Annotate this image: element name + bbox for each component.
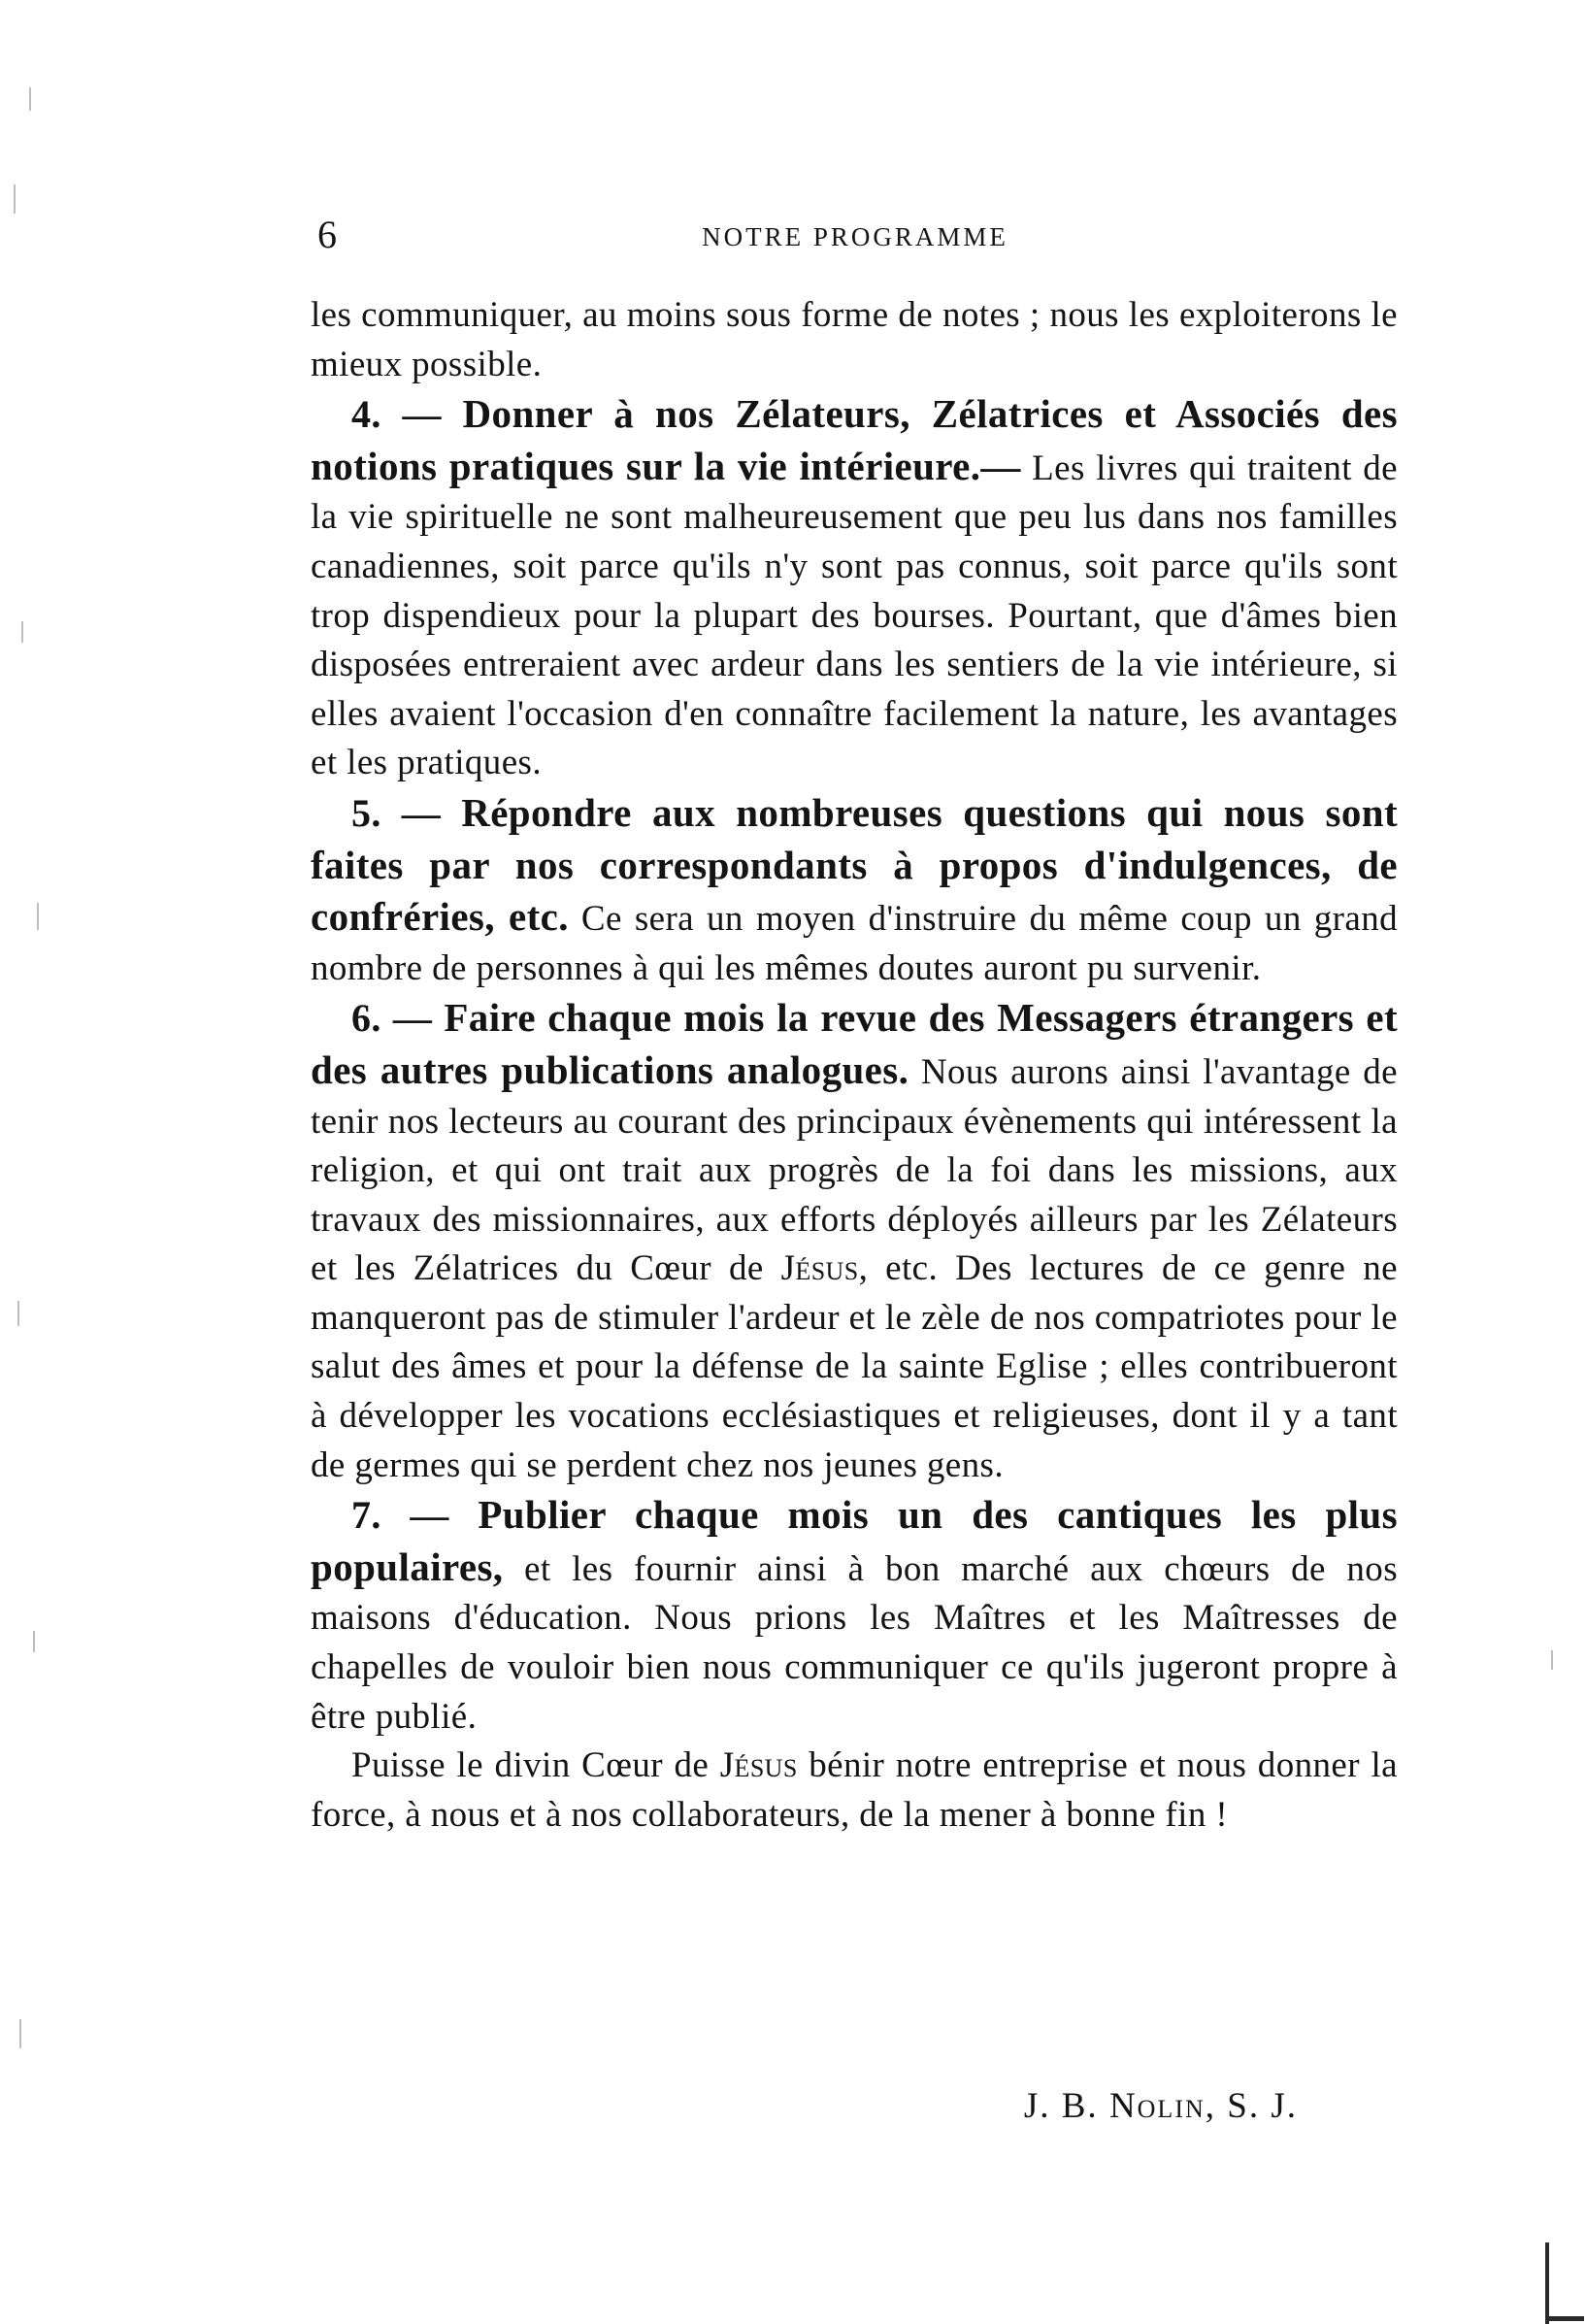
item-4-heading: Donner à nos Zélateurs, Zélatrices et Associés des notions pratiques sur la vie intérieure. (311, 391, 1398, 488)
scan-margin-mark (1551, 1650, 1553, 1670)
signature-suffix: , S. J. (1205, 2086, 1298, 2126)
page-number: 6 (317, 213, 337, 256)
item-7-heading: Publier chaque mois un des cantiques les plus populaires, (311, 1492, 1398, 1589)
item-6-dash: — (380, 996, 445, 1041)
item-6-number: 6. (351, 996, 381, 1041)
closing-paragraph (311, 1742, 1398, 1840)
item-6-text-b: , etc. Des lectures de ce genre ne manqueront pas de stimuler l'ardeur et le zèle de nos compatriotes pour le salut des âmes et pour la défense de la sainte Eglise ; elles contribueront à développer les vocations ecclésiastiques et religieuses, dont il y a tant de germes qui se perdent chez nos jeunes gens. (311, 1248, 1398, 1485)
item-5-text: Ce sera un moyen d'instruire du même coup un grand nombre de personnes à qui les mêmes doutes auront pu survenir. (311, 899, 1398, 988)
item-4-heading-dash: — (980, 443, 1021, 488)
item-6-heading: Faire chaque mois la revue des Messagers étrangers et des autres publications analogues. (311, 995, 1399, 1092)
item-6 (311, 993, 1398, 1490)
closing-text-b: bénir notre entreprise et nous donner la force, à nous et à nos collaborateurs, de la mener à bonne fin ! (311, 1745, 1398, 1835)
closing-text-a: Puisse le divin Cœur de (351, 1745, 720, 1786)
scan-margin-mark (19, 2019, 21, 2048)
scan-corner-foot (1545, 2316, 1584, 2321)
signature-surname: Nolin (1108, 2086, 1206, 2126)
item-5-number: 5. (351, 790, 381, 835)
item-5-heading: Répondre aux nombreuses questions qui nous sont faites par nos correspondants à propos d'indulgences, de confréries, etc. (311, 789, 1399, 940)
item-4 (311, 389, 1398, 788)
closing-name-jesus: Jésus (719, 1745, 798, 1786)
scan-margin-mark (37, 903, 39, 930)
item-7-number: 7. (351, 1493, 381, 1538)
page-header (317, 206, 1393, 264)
item-5-dash: — (380, 790, 462, 835)
page-body (311, 291, 1398, 1840)
scan-margin-mark (21, 621, 23, 643)
item-7-dash: — (380, 1493, 479, 1538)
item-4-number: 4. (351, 392, 381, 437)
item-7 (311, 1490, 1398, 1742)
item-5 (311, 788, 1398, 993)
scan-margin-mark (14, 184, 16, 214)
scan-margin-mark (33, 1631, 35, 1652)
item-7-text: et les fournir ainsi à bon marché aux chœurs de nos maisons d'éducation. Nous prions les Maîtres et les Maîtresses de chapelles de vouloir bien nous communiquer ce qu'ils jugeront propre à être publié. (311, 1548, 1398, 1737)
paragraph-continued: les communiquer, au moins sous forme de notes ; nous les exploiterons le mieux possible. (311, 295, 1398, 384)
item-4-text: Les livres qui traitent de la vie spirituelle ne sont malheureusement que peu lus dans nos familles canadiennes, soit parce qu'ils n'y sont pas connus, soit parce qu'ils sont trop dispendieux pour la plupart des bourses. Pourtant, que d'âmes bien disposées entreraient avec ardeur dans les sentiers de la vie intérieure, si elles avaient l'occasion d'en connaître facilement la nature, les avantages et les pratiques. (311, 448, 1398, 783)
scan-margin-mark (17, 1301, 19, 1326)
signature-initials: J. B. (1023, 2086, 1109, 2126)
scan-margin-mark (29, 87, 31, 111)
item-4-dash: — (380, 392, 463, 437)
scan-corner-mark (1545, 2242, 1549, 2324)
signature (1024, 2079, 1298, 2134)
item-6-name-jesus: Jésus (780, 1248, 859, 1289)
running-title: NOTRE PROGRAMME (702, 222, 1008, 251)
item-6-text-a: Nous aurons ainsi l'avantage de tenir nos lecteurs au courant des principaux évènements qui intéressent la religion, et qui ont trait aux progrès de la foi dans les missions, aux travaux des missionnaires, aux efforts déployés ailleurs par les Zélateurs et les Zélatrices du Cœur de (311, 1051, 1398, 1289)
